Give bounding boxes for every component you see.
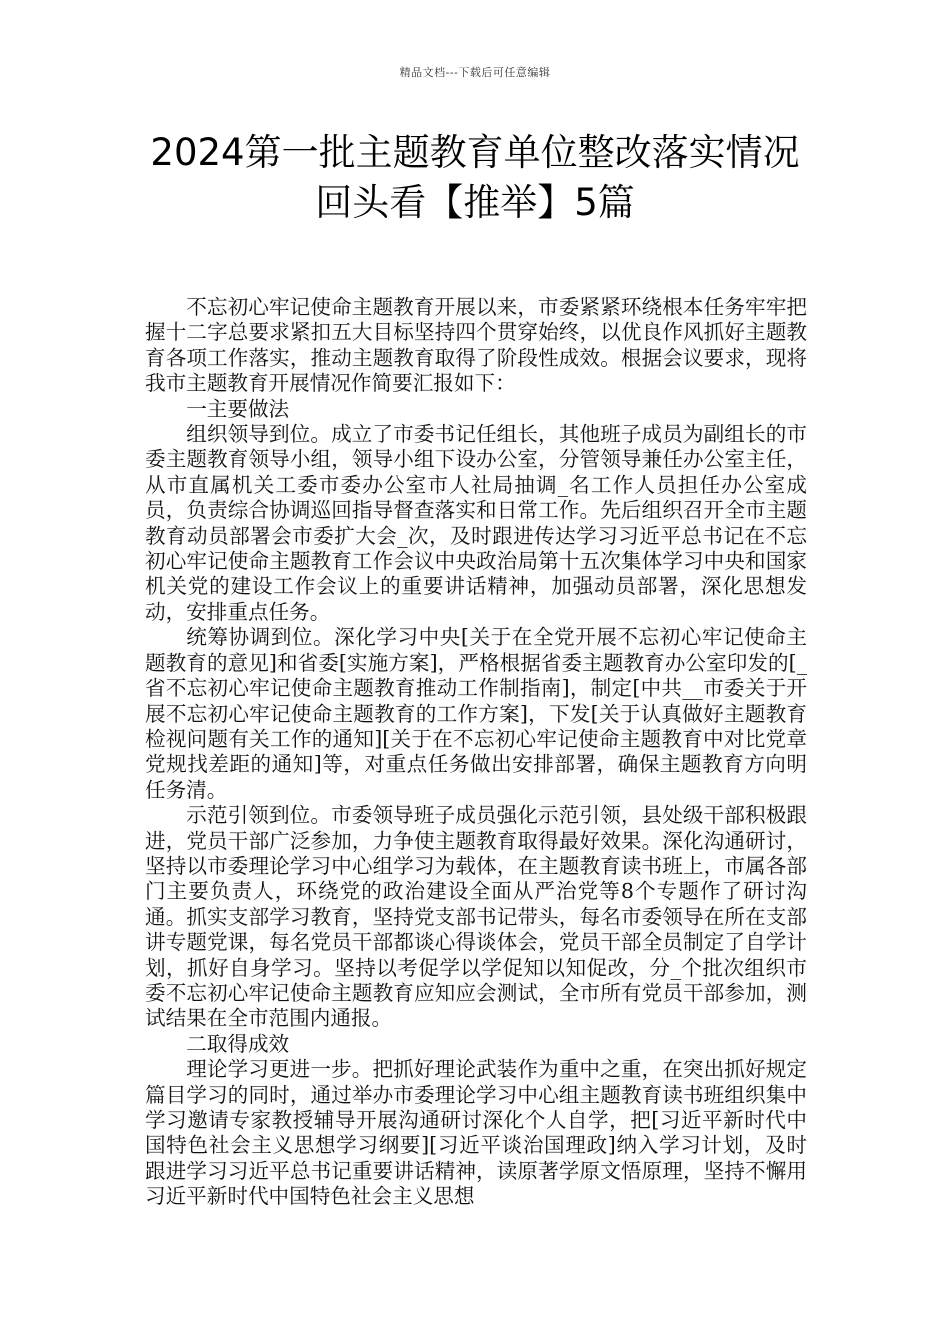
paragraph-coordination: 统筹协调到位。深化学习中央[关于在全党开展不忘初心牢记使命主题教育的意见]和省委[实施方案]，严格根据省委主题教育办公室印发的[_省不忘初心牢记使命主题教育推动工作制指南]，制定[中共__市委关于开展不忘初心牢记使命主题教育的工作方案]，下发[关于认真做好主题教育检视问题有关工作的通知][关于在不忘初心牢记使命主题教育中对比党章党规找差距的通知]等，对重点任务做出安排部署，确保主题教育方向明任务清。 [145,625,808,802]
document-body [145,295,807,1210]
section-heading-2: 二取得成效 [186,1031,290,1056]
paragraph-leadership: 示范引领到位。市委领导班子成员强化示范引领，县处级干部积极跟进，党员干部广泛参加，力争使主题教育取得最好效果。深化沟通研讨，坚持以市委理论学习中心组学习为载体，在主题教育读书班上，市属各部门主要负责人，环绕党的政治建设全面从严治党等8个专题作了研讨沟通。抓实支部学习教育，坚持党支部书记带头，每名市委领导在所在支部讲专题党课，每名党员干部都谈心得谈体会，党员干部全员制定了自学计划，抓好自身学习。坚持以考促学以学促知以知促改，分_个批次组织市委不忘初心牢记使命主题教育应知应会测试，全市所有党员干部参加，测试结果在全市范围内通报。 [145,803,807,1031]
paragraph-intro: 不忘初心牢记使命主题教育开展以来，市委紧紧环绕根本任务牢牢把握十二字总要求紧扣五大目标坚持四个贯穿始终，以优良作风抓好主题教育各项工作落实，推动主题教育取得了阶段性成效。根据会议要求，现将我市主题教育开展情况作简要汇报如下： [145,295,807,396]
paragraph-theory-study: 理论学习更进一步。把抓好理论武装作为重中之重，在突出抓好规定篇目学习的同时，通过举办市委理论学习中心组主题教育读书班组织集中学习邀请专家教授辅导开展沟通研讨深化个人自学，把[习近平新时代中国特色社会主义思想学习纲要][习近平谈治国理政]纳入学习计划，及时跟进学习习近平总书记重要讲话精神，读原著学原文悟原理，坚持不懈用习近平新时代中国特色社会主义思想 [145,1057,807,1209]
document-title [100,128,850,228]
paragraph-organization: 组织领导到位。成立了市委书记任组长，其他班子成员为副组长的市委主题教育领导小组，领导小组下设办公室，分管领导兼任办公室主任，从市直属机关工委市委办公室市人社局抽调_名工作人员担任办公室成员，负责综合协调巡回指导督查落实和日常工作。先后组织召开全市主题教育动员部署会市委扩大会_次，及时跟进传达学习习近平总书记在不忘初心牢记使命主题教育工作会议中央政治局第十五次集体学习中央和国家机关党的建设工作会议上的重要讲话精神，加强动员部署，深化思想发动，安排重点任务。 [145,422,807,624]
title-line-2: 回头看【推举】5篇 [315,181,635,224]
title-line-1: 2024第一批主题教育单位整改落实情况 [150,131,800,174]
header-note: 精品文档---下载后可任意编辑 [399,66,551,79]
section-heading-1: 一主要做法 [186,396,290,421]
